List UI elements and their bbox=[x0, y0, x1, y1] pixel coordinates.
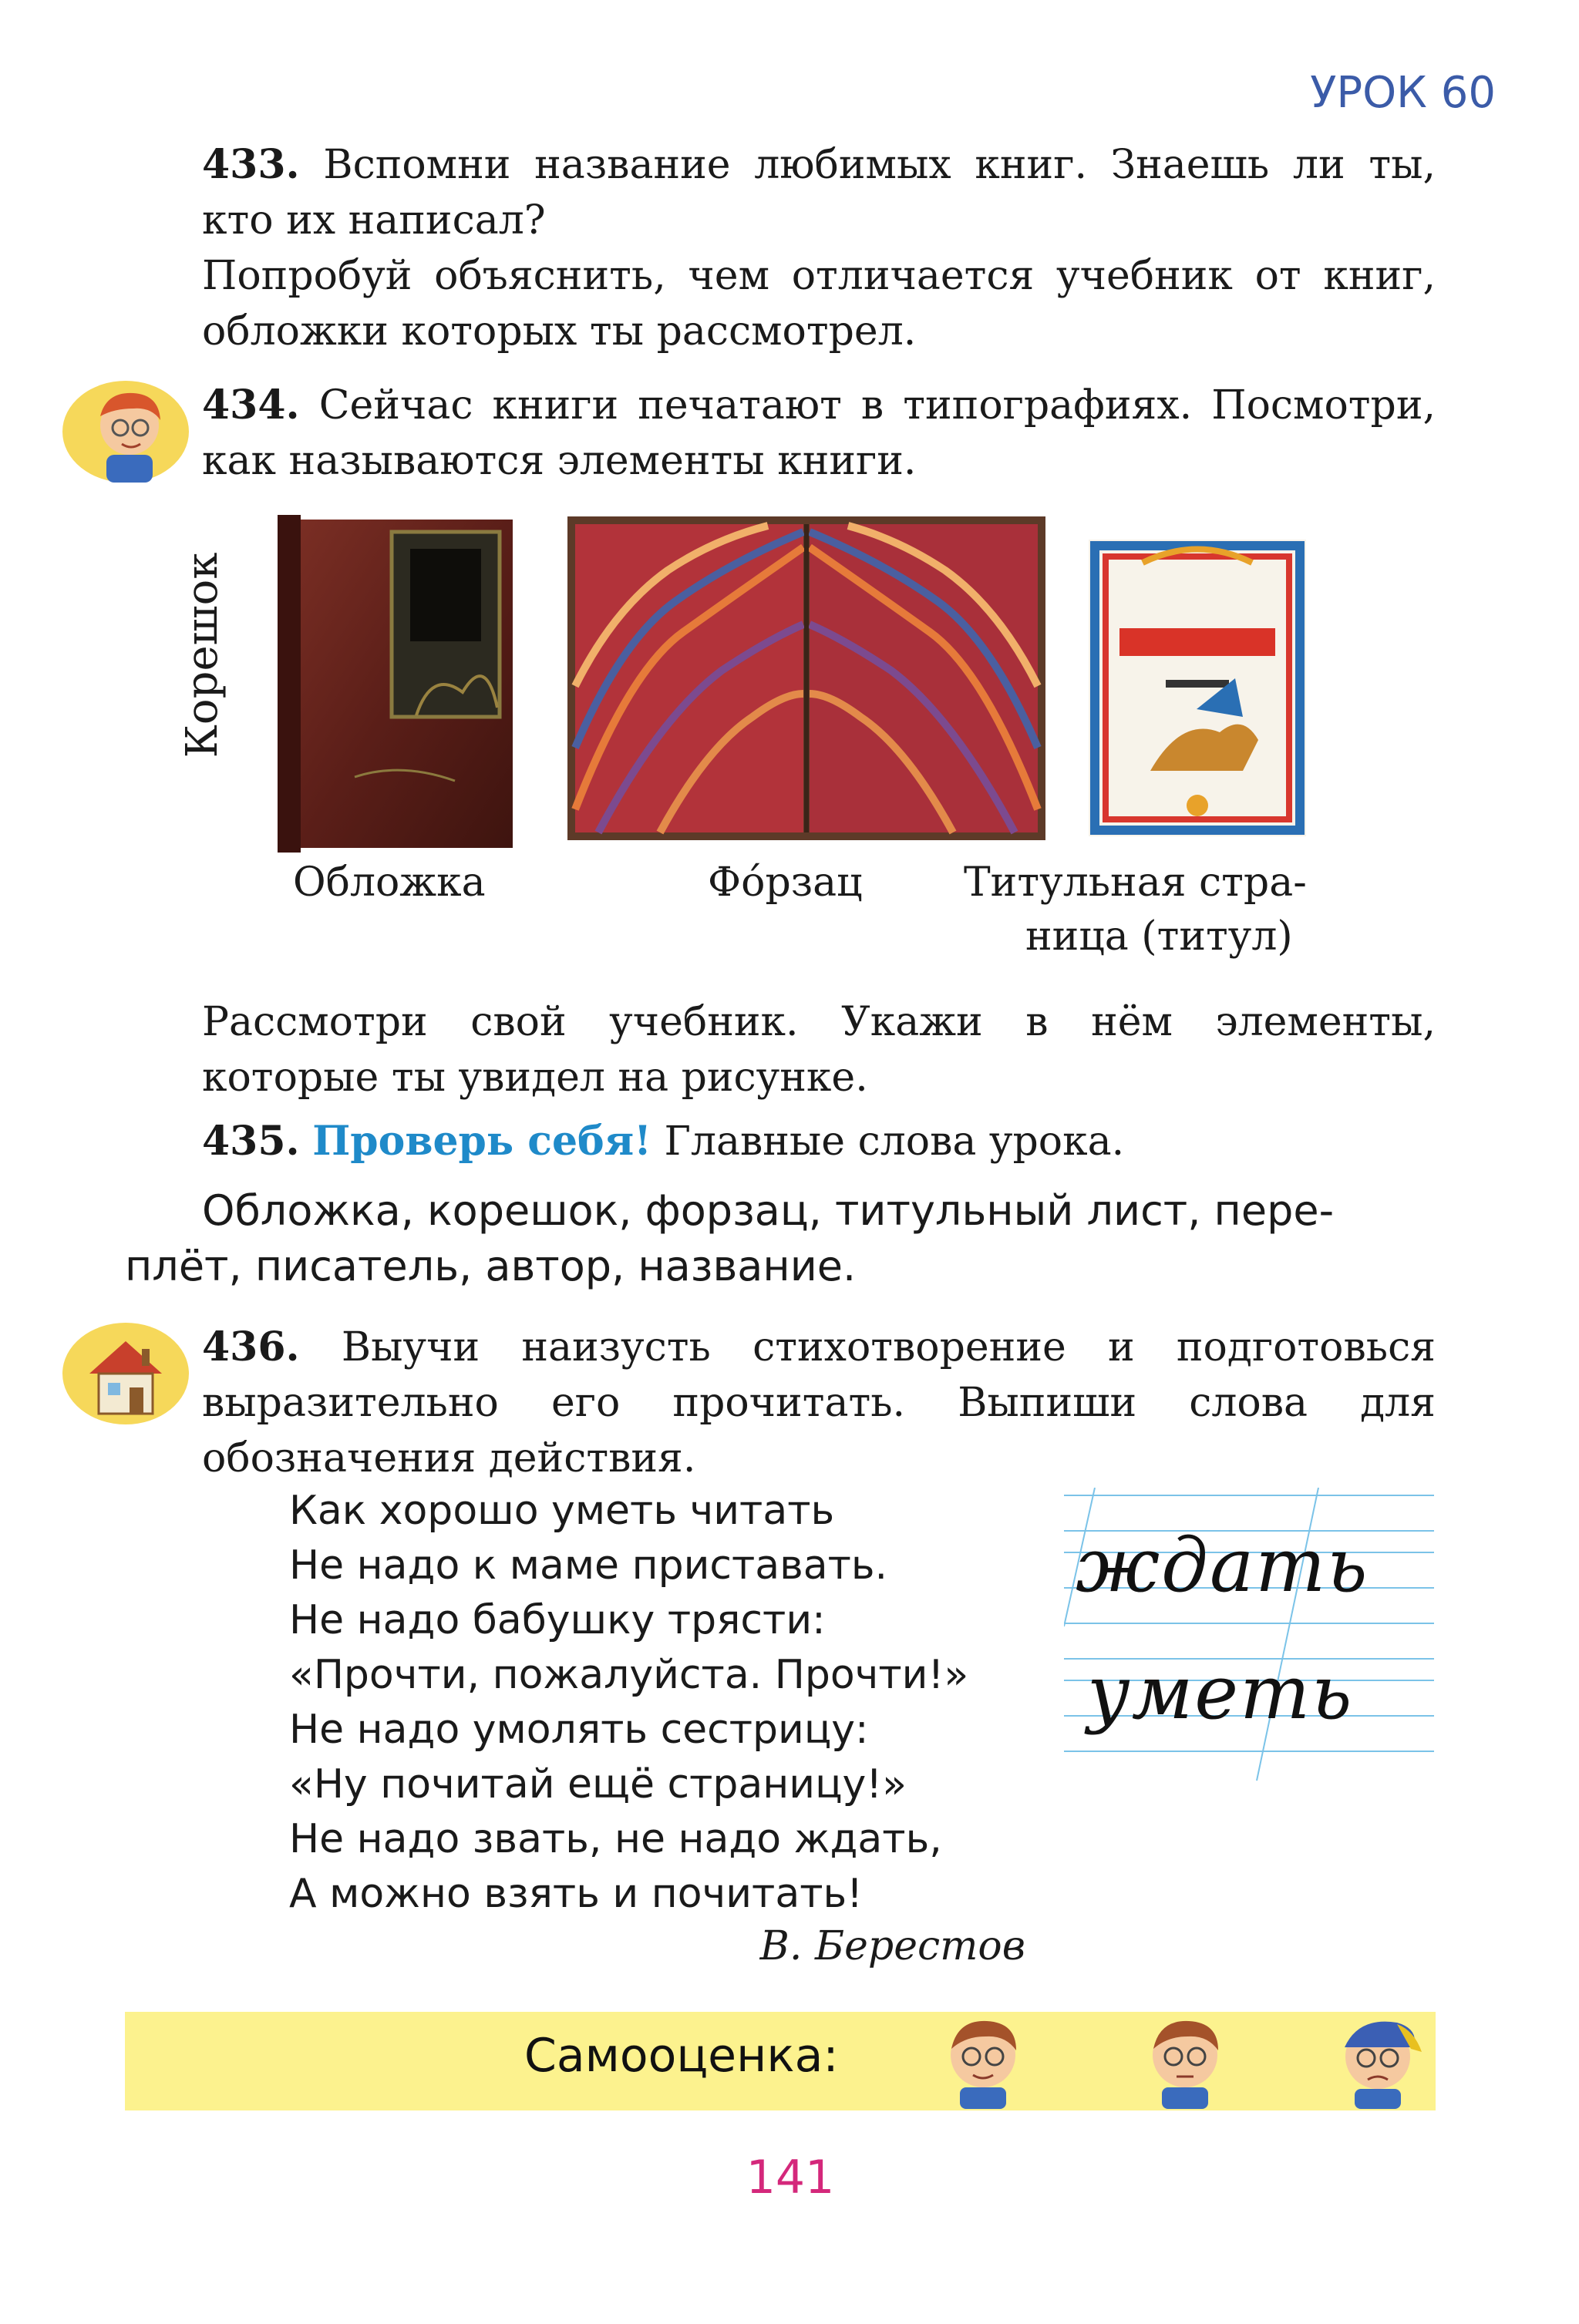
face-icon-3 bbox=[1328, 2013, 1428, 2109]
caption-title-page-2: ница (титул) bbox=[1025, 913, 1293, 960]
exercise-434-task bbox=[202, 994, 1436, 1105]
poem-line: Не надо к маме приставать. bbox=[289, 1542, 888, 1589]
title-page-image bbox=[1089, 540, 1306, 836]
exercise-number: 433. bbox=[202, 141, 300, 188]
exercise-text: Сейчас книги печатают в типографиях. Посмотри, как называются элементы книги. bbox=[202, 382, 1436, 484]
poem-line: Не надо звать, не надо ждать, bbox=[289, 1816, 942, 1862]
exercise-433-continued bbox=[202, 248, 1436, 359]
spine-label: Корешок bbox=[177, 552, 227, 758]
handwritten-word-2: уметь bbox=[1087, 1650, 1354, 1736]
poem-line: Как хорошо уметь читать bbox=[289, 1488, 835, 1534]
caption-endpaper: Фо́рзац bbox=[708, 859, 863, 906]
homework-house-icon bbox=[60, 1320, 191, 1428]
exercise-text: Попробуй объяснить, чем отличается учебник от книг, обложки которых ты рассмотрел. bbox=[202, 253, 1436, 355]
exercise-434 bbox=[202, 378, 1436, 489]
poem bbox=[289, 1484, 1060, 1922]
endpaper-image bbox=[567, 516, 1045, 840]
page-number: 141 bbox=[746, 2151, 835, 2205]
poem-line: Не надо умолять сестрицу: bbox=[289, 1707, 869, 1753]
poem-line: «Ну почитай ещё страницу!» bbox=[289, 1761, 907, 1808]
lesson-number: УРОК 60 bbox=[1310, 68, 1496, 118]
check-yourself-label: Проверь себя! bbox=[312, 1118, 651, 1165]
key-words-line-1: Обложка, корешок, форзац, титульный лист, пере- bbox=[202, 1186, 1335, 1235]
key-words-line-2: плёт, писатель, автор, название. bbox=[125, 1242, 857, 1290]
handwritten-word-1: ждать bbox=[1076, 1522, 1369, 1609]
exercise-text: Вспомни название любимых книг. Знаешь ли ты, кто их написал? bbox=[202, 142, 1436, 244]
book-cover-image bbox=[278, 515, 517, 853]
poem-line: А можно взять и почитать! bbox=[289, 1871, 863, 1917]
caption-cover: Обложка bbox=[293, 859, 486, 906]
self-assessment-label: Самооценка: bbox=[524, 2029, 839, 2083]
poem-line: «Прочти, пожалуйста. Прочти!» bbox=[289, 1652, 969, 1698]
caption-title-page-1: Титульная стра- bbox=[964, 859, 1307, 906]
exercise-number: 435. bbox=[202, 1118, 300, 1165]
exercise-text: Выучи наизусть стихотворение и подготовься выразительно его прочитать. Выпиши слова для обозначения действия. bbox=[202, 1324, 1436, 1482]
face-icon-1 bbox=[933, 2013, 1033, 2109]
poem-author: В. Берестов bbox=[759, 1923, 1025, 1969]
exercise-436 bbox=[202, 1320, 1436, 1486]
exercise-number: 436. bbox=[202, 1323, 300, 1371]
poem-line: Не надо бабушку трясти: bbox=[289, 1597, 826, 1643]
pupil-boy-icon bbox=[60, 378, 191, 486]
exercise-433 bbox=[202, 137, 1436, 248]
face-icon-2 bbox=[1135, 2013, 1235, 2109]
exercise-435 bbox=[202, 1114, 1436, 1169]
exercise-text: Рассмотри свой учебник. Укажи в нём элементы, которые ты увидел на рисунке. bbox=[202, 999, 1436, 1101]
exercise-number: 434. bbox=[202, 382, 300, 429]
exercise-text: Главные слова урока. bbox=[664, 1118, 1125, 1165]
